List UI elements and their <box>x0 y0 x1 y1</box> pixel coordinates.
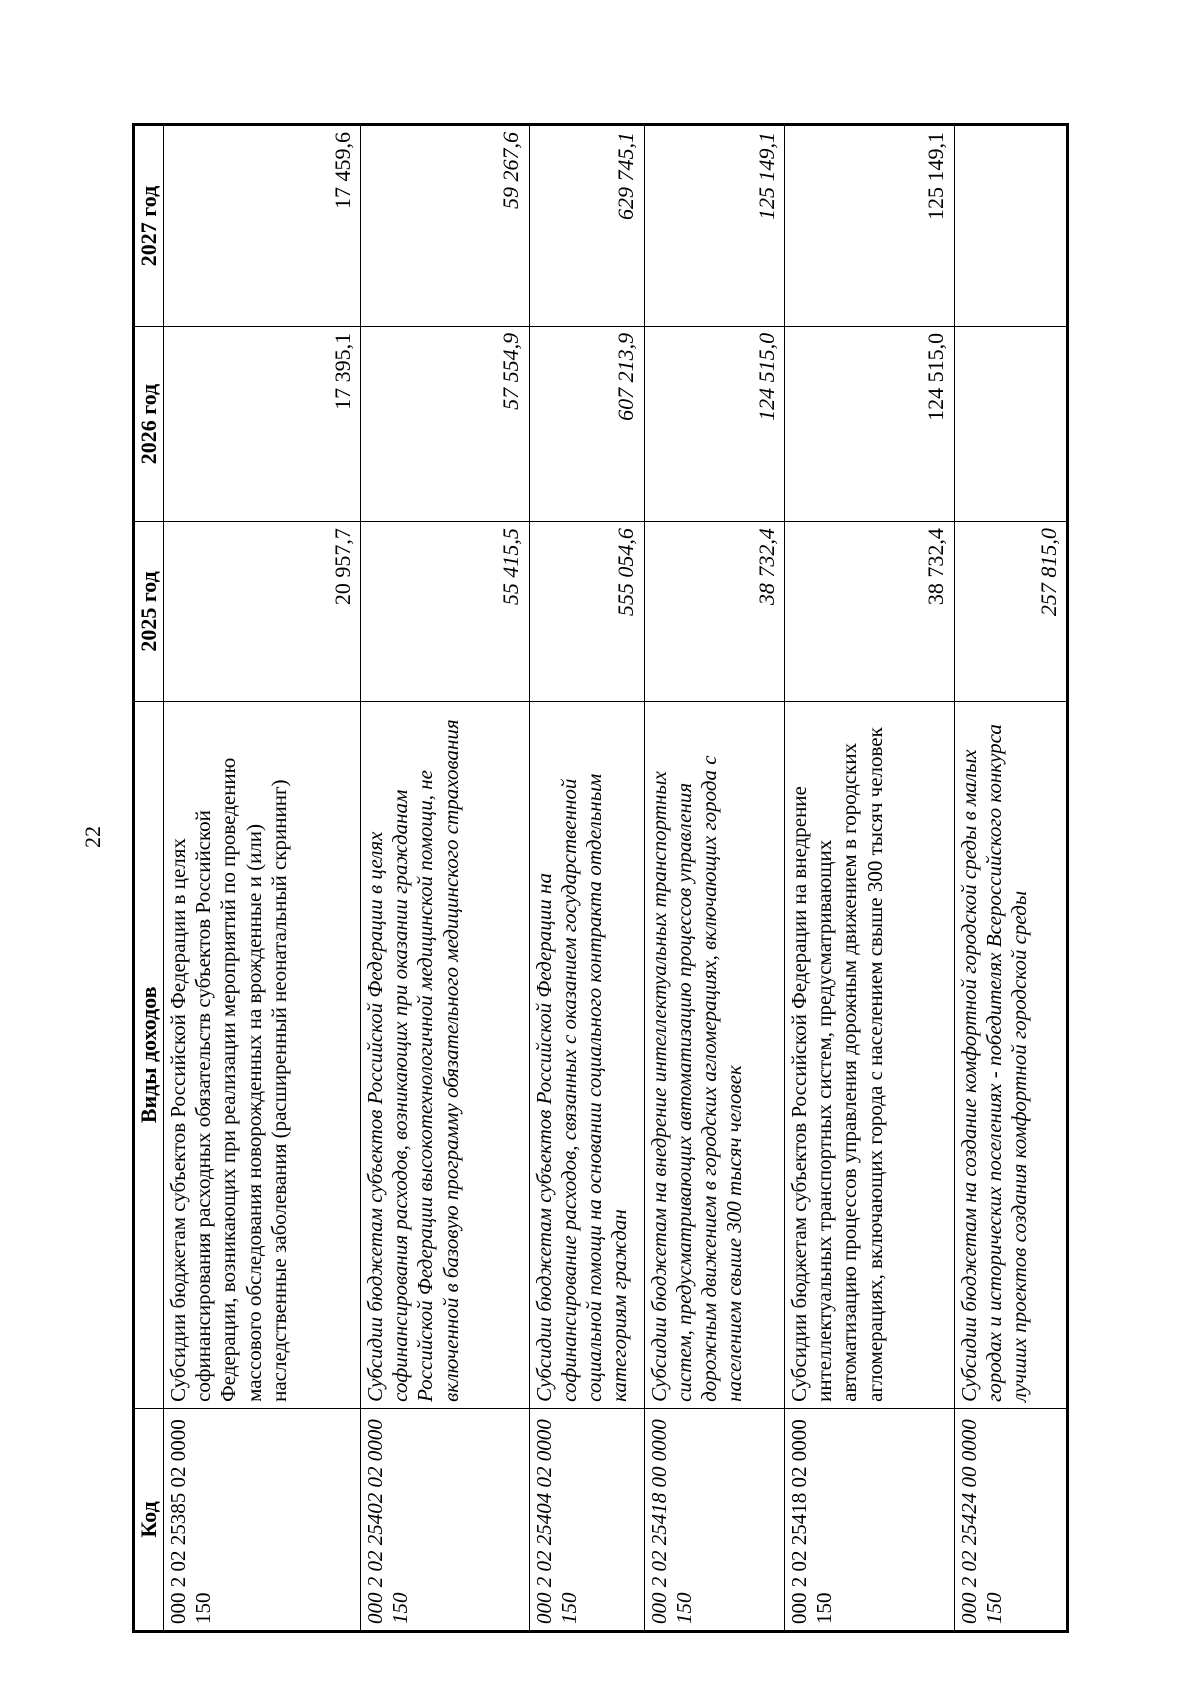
cell-2026 <box>954 326 1067 521</box>
header-code: Код <box>134 1408 164 1631</box>
cell-2026: 124 515,0 <box>785 326 955 521</box>
revenue-table-container <box>132 123 1069 1633</box>
cell-code: 000 2 02 25402 02 0000 150 <box>360 1408 529 1631</box>
cell-2027: 17 459,6 <box>164 125 361 327</box>
revenue-table <box>132 123 1069 1633</box>
cell-2027: 629 745,1 <box>529 125 644 327</box>
table-row <box>164 125 361 1632</box>
header-name: Виды доходов <box>134 701 164 1408</box>
cell-2027: 125 149,1 <box>785 125 955 327</box>
cell-name: Субсидии бюджетам на создание комфортной городской среды в малых городах и исторических поселениях - победителях Всероссийского конкурса лучших проектов создания комфортной городской среды <box>954 701 1067 1408</box>
page-number: 22 <box>80 826 105 848</box>
cell-2025: 55 415,5 <box>360 522 529 702</box>
cell-name: Субсидии бюджетам субъектов Российской Федерации в целях софинансирования расходных обязательств субъектов Российской Федерации, возникающих при реализации мероприятий по проведению массового обследования новорожденных на врожденные и (или) наследственные заболевания (расширенный неонатальный скрининг) <box>164 701 361 1408</box>
cell-2027: 125 149,1 <box>644 125 784 327</box>
cell-name: Субсидии бюджетам субъектов Российской Федерации на внедрение интеллектуальных транспортных систем, предусматривающих автоматизацию процессов управления дорожным движением в городских агломерациях, включающих города с населением свыше 300 тысяч человек <box>785 701 955 1408</box>
cell-2025: 20 957,7 <box>164 522 361 702</box>
cell-2027: 59 267,6 <box>360 125 529 327</box>
table-row <box>954 125 1067 1632</box>
table-row <box>529 125 644 1632</box>
cell-2025: 38 732,4 <box>785 522 955 702</box>
cell-2027 <box>954 125 1067 327</box>
cell-code: 000 2 02 25424 00 0000 150 <box>954 1408 1067 1631</box>
cell-2026: 57 554,9 <box>360 326 529 521</box>
cell-name: Субсидии бюджетам на внедрение интеллектуальных транспортных систем, предусматривающих автоматизацию процессов управления дорожным движением в городских агломерациях, включающих города с населением свыше 300 тысяч человек <box>644 701 784 1408</box>
cell-name: Субсидии бюджетам субъектов Российской Федерации на софинансирование расходов, связанных с оказанием государственной социальной помощи на основании социального контракта отдельным категориям граждан <box>529 701 644 1408</box>
cell-code: 000 2 02 25418 02 0000 150 <box>785 1408 955 1631</box>
cell-code: 000 2 02 25385 02 0000 150 <box>164 1408 361 1631</box>
cell-name: Субсидии бюджетам субъектов Российской Федерации в целях софинансирования расходов, возникающих при оказании гражданам Российской Федерации высокотехнологичной медицинской помощи, не включенной в базовую программу обязательного медицинского страхования <box>360 701 529 1408</box>
header-2025: 2025 год <box>134 522 164 702</box>
table-row <box>785 125 955 1632</box>
cell-2026: 607 213,9 <box>529 326 644 521</box>
header-2027: 2027 год <box>134 125 164 327</box>
cell-2026: 124 515,0 <box>644 326 784 521</box>
cell-2025: 555 054,6 <box>529 522 644 702</box>
cell-code: 000 2 02 25418 00 0000 150 <box>644 1408 784 1631</box>
header-2026: 2026 год <box>134 326 164 521</box>
table-header-row <box>134 125 164 1632</box>
cell-2025: 38 732,4 <box>644 522 784 702</box>
table-row <box>644 125 784 1632</box>
cell-code: 000 2 02 25404 02 0000 150 <box>529 1408 644 1631</box>
cell-2025: 257 815,0 <box>954 522 1067 702</box>
cell-2026: 17 395,1 <box>164 326 361 521</box>
table-row <box>360 125 529 1632</box>
